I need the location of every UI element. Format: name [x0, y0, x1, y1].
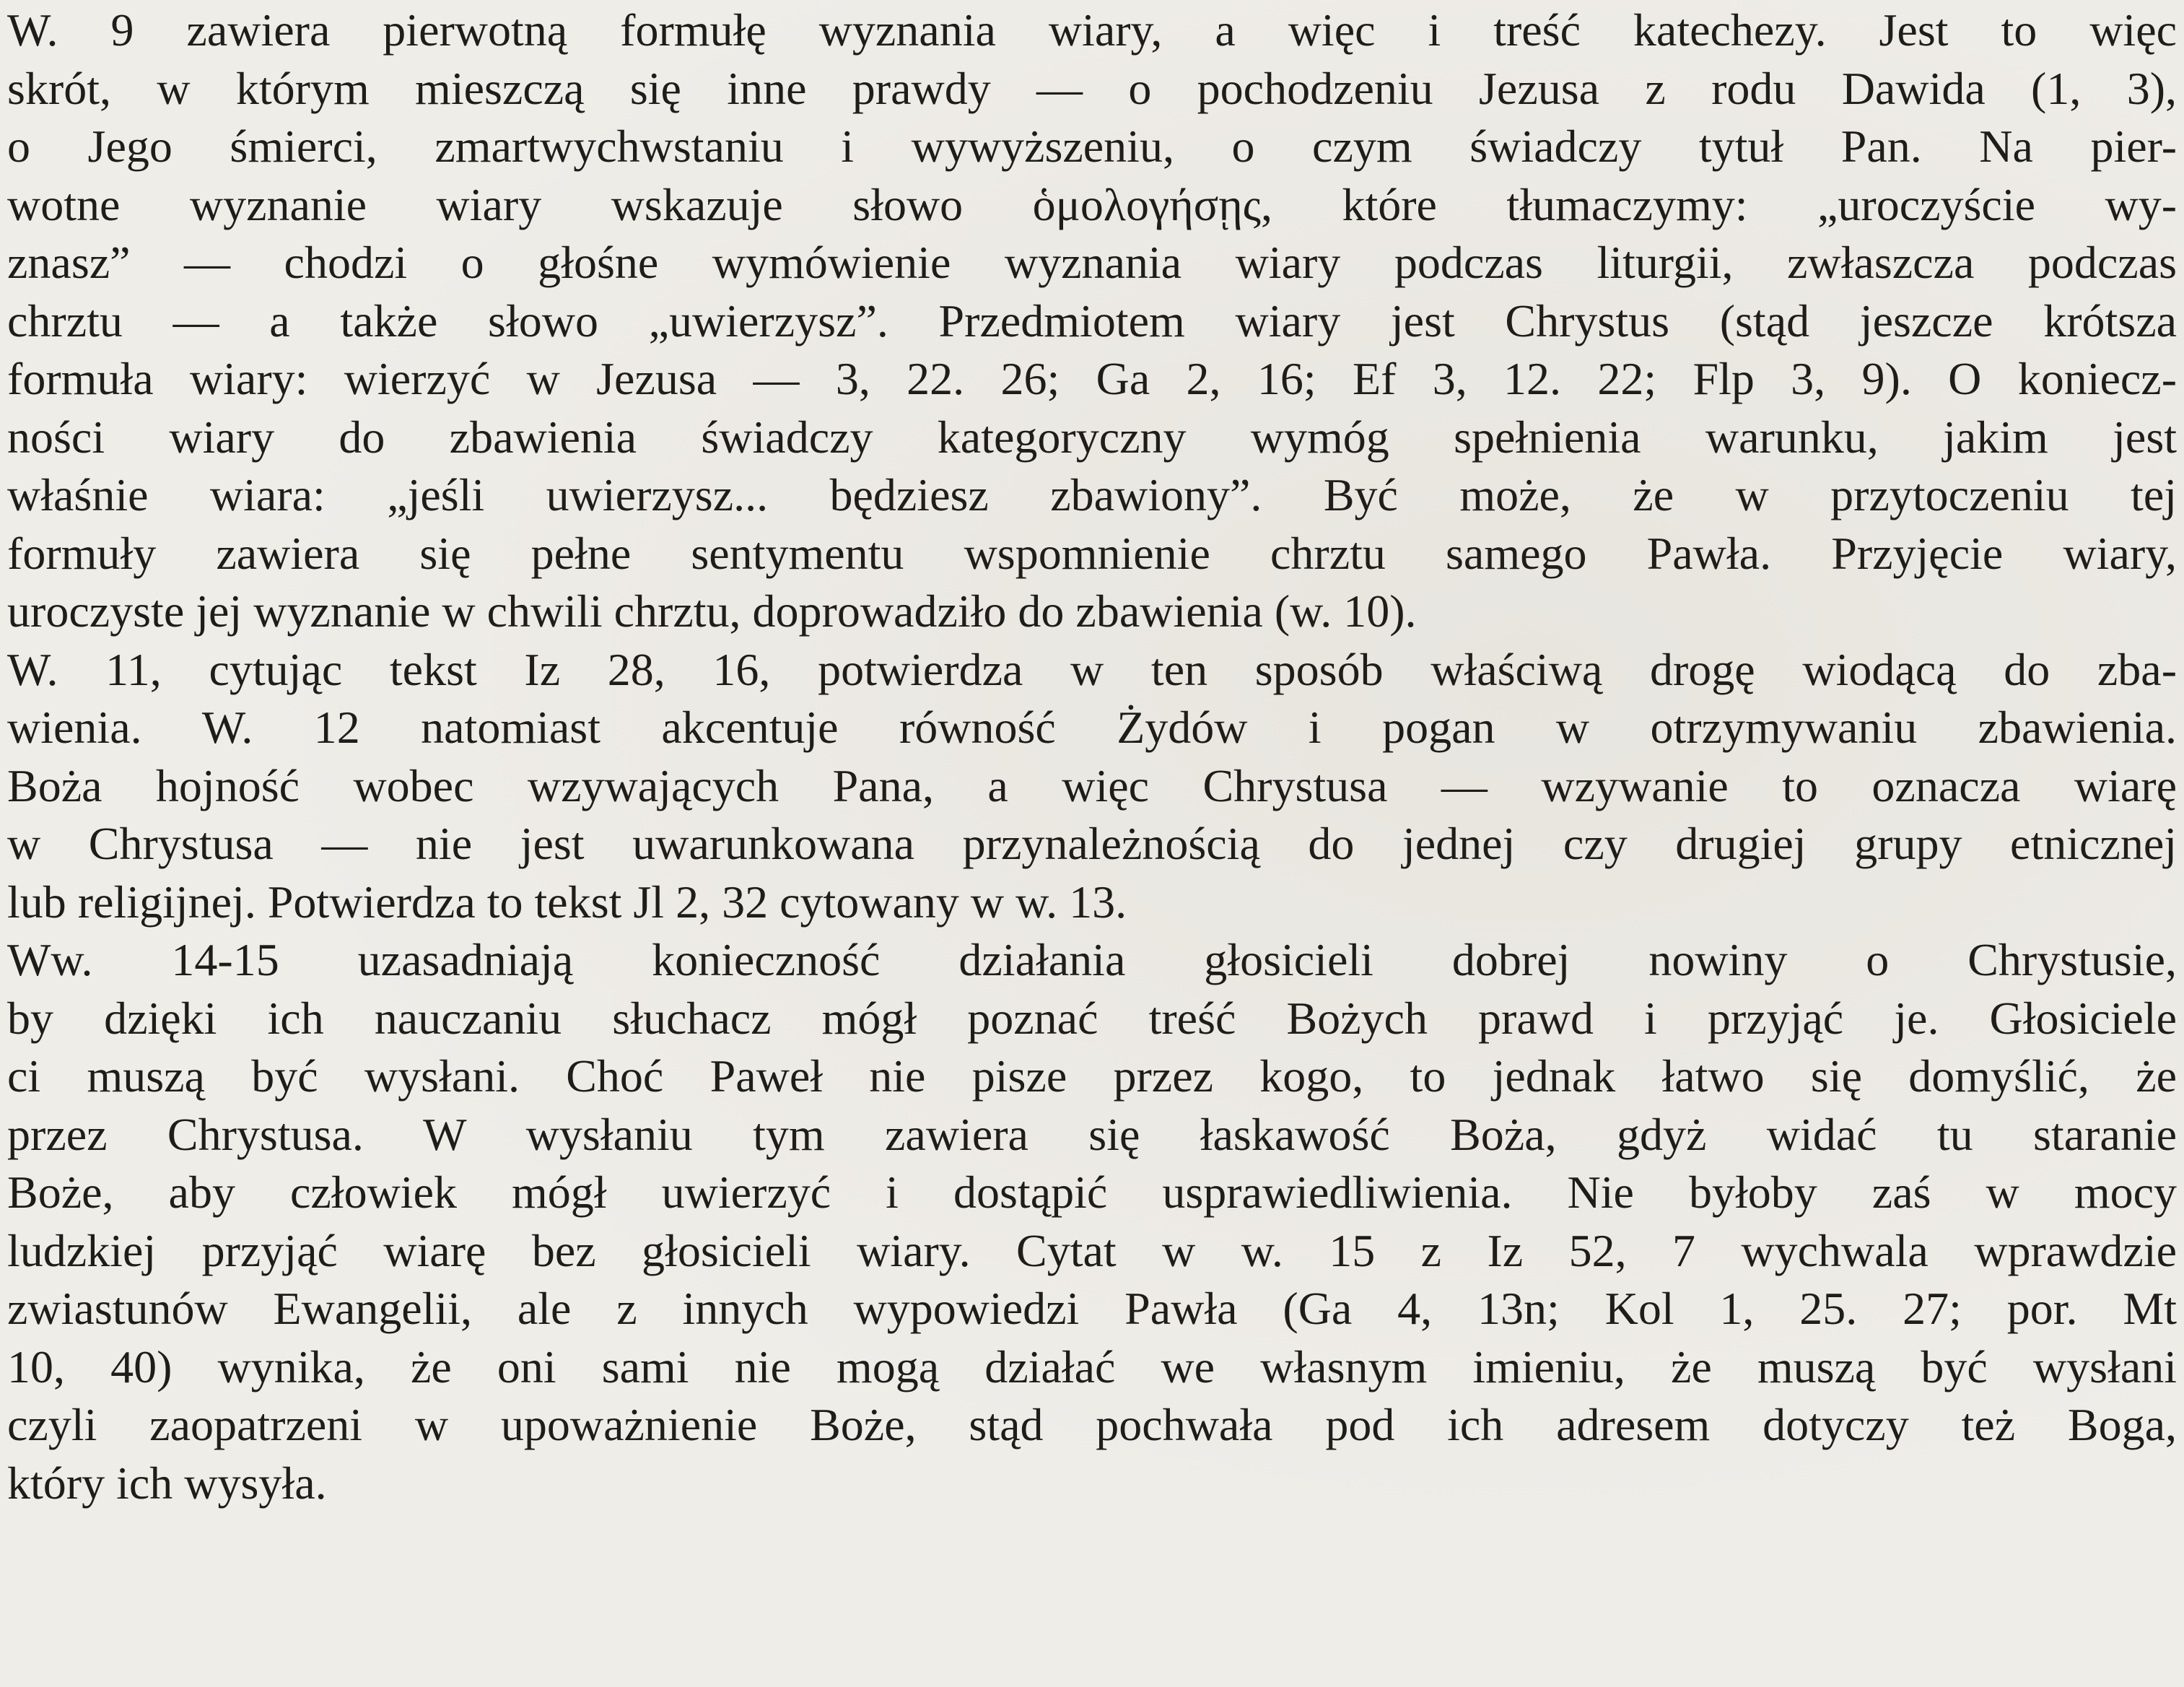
paragraph-3 — [7, 931, 2177, 1512]
text-line: formuły zawiera się pełne sentymentu wspomnienie chrztu samego Pawła. Przyjęcie wiary, — [7, 527, 2177, 579]
text-line: Ww. 14-15 uzasadniają konieczność działania głosicieli dobrej nowiny o Chrystusie, — [7, 934, 2177, 985]
text-line: Boże, aby człowiek mógł uwierzyć i dostąpić usprawiedliwienia. Nie byłoby zaś w mocy — [7, 1167, 2177, 1218]
paragraph-1 — [7, 1, 2177, 641]
text-line: by dzięki ich nauczaniu słuchacz mógł poznać treść Bożych prawd i przyjąć je. Głosiciele — [7, 992, 2177, 1044]
text-line: który ich wysyła. — [7, 1457, 327, 1509]
text-line: czyli zaopatrzeni w upoważnienie Boże, stąd pochwała pod ich adresem dotyczy też Boga, — [7, 1399, 2177, 1450]
text-line: przez Chrystusa. W wysłaniu tym zawiera się łaskawość Boża, gdyż widać tu staranie — [7, 1108, 2177, 1160]
text-line: Boża hojność wobec wzywających Pana, a więc Chrystusa — wzywanie to oznacza wiarę — [7, 759, 2177, 811]
text-line: ności wiary do zbawienia świadczy kategoryczny wymóg spełnienia warunku, jakim jest — [7, 411, 2177, 463]
text-line: w Chrystusa — nie jest uwarunkowana przynależnością do jednej czy drugiej grupy etnicznej — [7, 818, 2177, 869]
text-line: lub religijnej. Potwierdza to tekst Jl 2, 32 cytowany w w. 13. — [7, 876, 1127, 928]
text-line: skrót, w którym mieszczą się inne prawdy — o pochodzeniu Jezusa z rodu Dawida (1, 3), — [7, 62, 2177, 114]
text-line: 10, 40) wynika, że oni sami nie mogą działać we własnym imieniu, że muszą być wysłani — [7, 1341, 2177, 1392]
text-line: ci muszą być wysłani. Choć Paweł nie pisze przez kogo, to jednak łatwo się domyślić, że — [7, 1050, 2177, 1102]
text-line: formuła wiary: wierzyć w Jezusa — 3, 22. 26; Ga 2, 16; Ef 3, 12. 22; Flp 3, 9). O koniecz- — [7, 353, 2177, 404]
text-line: wotne wyznanie wiary wskazuje słowo ὁμολογήσῃς, które tłumaczymy: „uroczyście wy- — [7, 178, 2177, 230]
text-line: wienia. W. 12 natomiast akcentuje równość Żydów i pogan w otrzymywaniu zbawienia. — [7, 702, 2177, 753]
text-line: właśnie wiara: „jeśli uwierzysz... będziesz zbawiony”. Być może, że w przytoczeniu tej — [7, 469, 2177, 520]
text-line: W. 11, cytując tekst Iz 28, 16, potwierdza w ten sposób właściwą drogę wiodącą do zba- — [7, 643, 2177, 695]
text-line: W. 9 zawiera pierwotną formułę wyznania wiary, a więc i treść katechezy. Jest to więc — [7, 4, 2177, 56]
paragraph-2 — [7, 641, 2177, 932]
text-line: znasz” — chodzi o głośne wymówienie wyznania wiary podczas liturgii, zwłaszcza podczas — [7, 237, 2177, 288]
text-column — [7, 1, 2177, 1512]
text-line: ludzkiej przyjąć wiarę bez głosicieli wiary. Cytat w w. 15 z Iz 52, 7 wychwala wprawdzie — [7, 1224, 2177, 1276]
text-line: zwiastunów Ewangelii, ale z innych wypowiedzi Pawła (Ga 4, 13n; Kol 1, 25. 27; por. Mt — [7, 1283, 2177, 1334]
text-line: o Jego śmierci, zmartwychwstaniu i wywyższeniu, o czym świadczy tytuł Pan. Na pier- — [7, 121, 2177, 172]
text-line: uroczyste jej wyznanie w chwili chrztu, doprowadziło do zbawienia (w. 10). — [7, 585, 1417, 637]
text-line: chrztu — a także słowo „uwierzysz”. Przedmiotem wiary jest Chrystus (stąd jeszcze krótsza — [7, 295, 2177, 346]
